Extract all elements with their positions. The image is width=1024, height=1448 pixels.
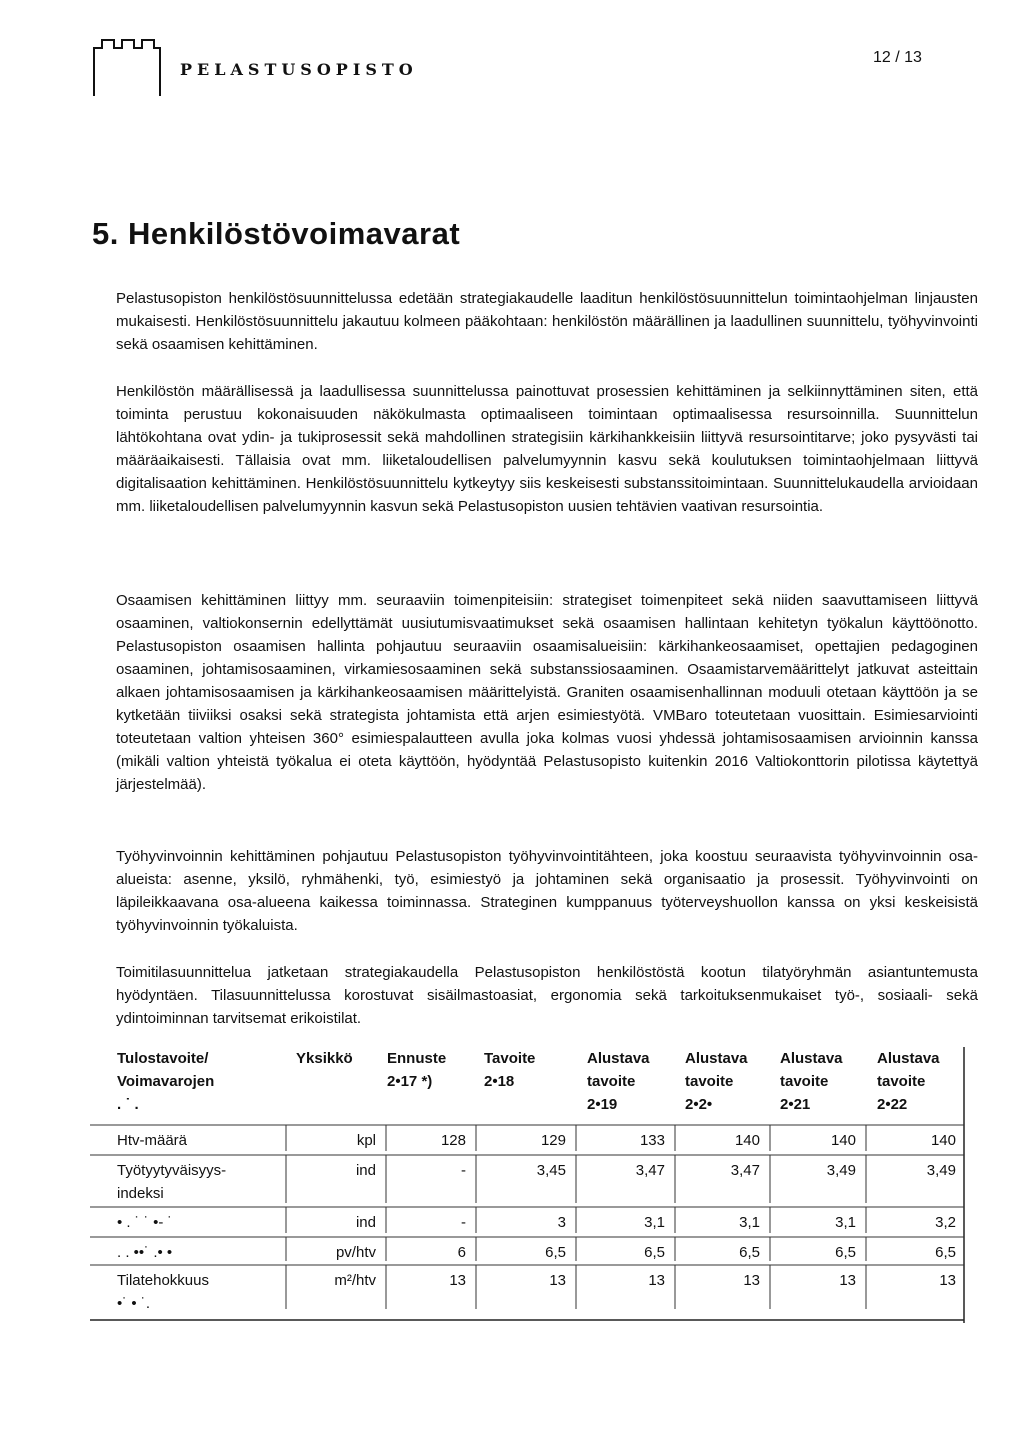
table-value-cell: 3 [557, 1214, 566, 1231]
table-value-cell: 3,47 [635, 1162, 665, 1179]
table-header-cell: tavoite [780, 1073, 829, 1090]
org-name: PELASTUSOPISTO [180, 60, 418, 79]
table-value-cell: 3,1 [739, 1214, 760, 1231]
table-header-cell: 2•17 *) [387, 1073, 433, 1090]
table-value-cell: - [461, 1162, 466, 1179]
table-row-label: indeksi [117, 1185, 164, 1202]
paragraph-3: Osaamisen kehittäminen liittyy mm. seuraaviin toimenpiteisiin: strategiset toimenpiteet sekä niiden saavuttamiseen liittyvä osaaminen, valtiokonsernin edellyttämät uusiutumisvaatimukset sekä osaamisen hallintaan kehitetyn työkalun käyttöönotto. Pelastusopiston osaamisen hallinta pohjautuu seuraaviin osaamisalueisiin: kärkihankeosaamiset, opettajien pedagoginen osaaminen, johtamisosaaminen, virkamiesosaaminen sekä substanssiosaaminen. Osaamistarvemäärittelyt jatkuvat asteittain alkaen johtamisosaamisen ja kärkihankeosaamisen määrittelyistä. Graniten osaamisenhallinnan moduuli otetaan käyttöön ja se kytketään tiiviiksi osaksi sekä strategista johtamista että arjen esimiestyötä. VMBaro toteutetaan vuosittain. Esimiesarviointi toteutetaan valtion yhteisen 360° esimiespalautteen avulla joka kolmas vuosi yhdessä johtamisosaamisen arvioinnin kanssa (mikäli valtion yhteistä työkalua ei oteta käyttöön, hyödyntää Pelastusopisto kuitenkin 2016 Valtiokonttorin pilotissa käytettyä järjestelmää). [116, 592, 978, 793]
table-header-cell: Voimavarojen [117, 1073, 215, 1090]
table-value-cell: 3,1 [835, 1214, 856, 1231]
table-value-cell: 13 [743, 1272, 760, 1289]
paragraph-4: Työhyvinvoinnin kehittäminen pohjautuu Pelastusopiston työhyvinvointitähteen, joka koostuu seuraavista työhyvinvoinnin osa-alueista: asenne, yksilö, ryhmähenki, työ, esimiestyö ja johtaminen sekä organisaatio ja prosessit. Työhyvinvointi on läpileikkaavana osa-alueena kaikessa toiminnassa. Strateginen kumppanuus työterveyshuollon kanssa on yksi keskeisistä työhyvinvoinnin työkaluista. [116, 848, 978, 934]
table-value-cell: 140 [930, 1132, 956, 1149]
table-row-label: Työtyytyväisyys- [117, 1162, 227, 1179]
table-row-label: Tilatehokkuus [117, 1272, 209, 1289]
resource-table [90, 1047, 965, 1323]
table-row-label: Htv-määrä [117, 1132, 188, 1149]
table-header-cell: Tulostavoite/ [117, 1050, 209, 1067]
table-header-cell: tavoite [587, 1073, 636, 1090]
table-value-cell: 128 [440, 1132, 466, 1149]
table-header-cell: 2•2• [685, 1096, 713, 1113]
table-value-cell: 13 [839, 1272, 856, 1289]
table-row-label: • . ˙ ˙ •- ˙ [117, 1214, 173, 1231]
table-value-cell: 6,5 [644, 1244, 665, 1261]
table-row-label: •˙ • ˙. [117, 1295, 150, 1312]
table-value-cell: 129 [540, 1132, 566, 1149]
table-value-cell: 3,1 [644, 1214, 665, 1231]
table-header-cell: 2•21 [780, 1096, 811, 1113]
paragraph-2: Henkilöstön määrällisessä ja laadullisessa suunnittelussa painottuvat prosessien kehittäminen ja selkiinnyttäminen siten, että toiminta perustuu kokonaisuuden näkökulmasta optimaaliseen toimintaan optimaalisessa resursoinnilla. Suunnittelun lähtökohtana ovat ydin- ja tukiprosessit sekä mahdollinen strategisiin kärkihankkeisiin liittyvä resursointitarve; joko pysyvästi tai määräaikaisesti. Tällaisia ovat mm. liiketaloudellisen palvelumyynnin kasvu sekä koulutuksen toimintaohjelmaan liittyvä digitalisaation kehittäminen. Henkilöstösuunnittelu kytkeytyy siis keskeisesti substanssitoimintaan. Suunnittelukaudella arvioidaan mm. liiketaloudellisen palvelumyynnin kasvun sekä Pelastusopiston uusien tehtävien vaativan resursointia. [116, 383, 978, 515]
paragraph-1: Pelastusopiston henkilöstösuunnittelussa edetään strategiakaudelle laaditun henkilöstösuunnittelun toimintaohjelman linjausten mukaisesti. Henkilöstösuunnittelu jakautuu kolmeen pääkohtaan: henkilöstön määrällinen ja laadullinen suunnittelu, työhyvinvointi sekä osaamisen kehittäminen. [116, 290, 978, 353]
table-value-cell: 133 [639, 1132, 665, 1149]
table-value-cell: 3,49 [826, 1162, 856, 1179]
page-number: 12 / 13 [873, 49, 922, 66]
table-header-cell: Alustava [877, 1050, 940, 1067]
table-value-cell: 6 [457, 1244, 466, 1261]
table-value-cell: 3,2 [935, 1214, 956, 1231]
castle-battlement-icon [92, 36, 162, 98]
table-header-cell: . ˙ . [117, 1096, 139, 1113]
table-value-cell: 3,49 [926, 1162, 956, 1179]
table-header-cell: Ennuste [387, 1050, 447, 1067]
table-value-cell: 6,5 [739, 1244, 760, 1261]
table-header-cell: 2•18 [484, 1073, 515, 1090]
table-header-cell: 2•19 [587, 1096, 618, 1113]
table-header-cell: Alustava [587, 1050, 650, 1067]
table-unit-cell: m²/htv [334, 1272, 376, 1289]
table-unit-cell: ind [355, 1214, 376, 1231]
table-unit-cell: ind [355, 1162, 376, 1179]
table-unit-cell: kpl [356, 1132, 376, 1149]
section-title: 5. Henkilöstövoimavarat [92, 216, 461, 251]
table-value-cell: 140 [734, 1132, 760, 1149]
table-row-label: . . ••˙ .• • [117, 1244, 173, 1261]
table-value-cell: 13 [549, 1272, 566, 1289]
table-unit-cell: pv/htv [335, 1244, 376, 1261]
table-value-cell: - [461, 1214, 466, 1231]
table-header-cell: Alustava [685, 1050, 748, 1067]
table-value-cell: 3,45 [536, 1162, 566, 1179]
paragraph-5: Toimitilasuunnittelua jatketaan strategiakaudella Pelastusopiston henkilöstöstä kootun tilatyöryhmän asiantuntemusta hyödyntäen. Tilasuunnittelussa korostuvat sisäilmastoasiat, ergonomia sekä tarkoituksenmukaiset työ-, sosiaali- sekä ydintoiminnan tarvitsemat erikoistilat. [116, 964, 978, 1027]
table-value-cell: 6,5 [545, 1244, 566, 1261]
table-value-cell: 3,47 [730, 1162, 760, 1179]
table-header-cell: Alustava [780, 1050, 843, 1067]
table-header-cell: 2•22 [877, 1096, 908, 1113]
table-header-cell: tavoite [877, 1073, 926, 1090]
table-value-cell: 6,5 [935, 1244, 956, 1261]
table-value-cell: 13 [648, 1272, 665, 1289]
table-value-cell: 6,5 [835, 1244, 856, 1261]
table-header-cell: Yksikkö [296, 1050, 353, 1067]
table-value-cell: 140 [830, 1132, 856, 1149]
table-value-cell: 13 [939, 1272, 956, 1289]
table-value-cell: 13 [449, 1272, 466, 1289]
table-header-cell: Tavoite [484, 1050, 536, 1067]
table-header-cell: tavoite [685, 1073, 734, 1090]
